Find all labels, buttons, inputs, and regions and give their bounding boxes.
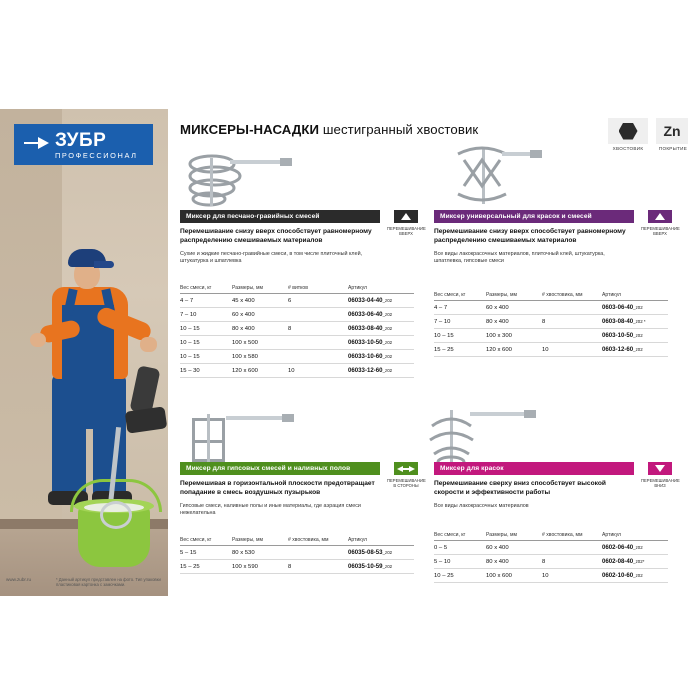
th-size: Размеры, мм: [232, 537, 288, 546]
cell-size: 80 x 400: [486, 315, 542, 329]
article-suffix: _z02: [633, 573, 643, 578]
table-header-row: [180, 537, 414, 546]
product-photo: [0, 109, 168, 596]
th-size: Размеры, мм: [486, 532, 542, 541]
cell-size: 100 x 580: [232, 350, 288, 364]
cell-article: [602, 315, 668, 329]
th-weight: Вес смеси, кг: [434, 292, 486, 301]
cell-weight: 10 – 15: [434, 329, 486, 343]
cell-turns: [288, 336, 348, 350]
th-shank: # хвостовика, мм: [288, 537, 348, 546]
photo-footnote: * Данный артикул представлен на фото. Тип упаковки пластиковая картонка с замочками.: [56, 577, 161, 588]
page-title: [180, 122, 478, 137]
article-suffix: _z02*: [633, 559, 645, 564]
worker-hand-left: [30, 333, 46, 347]
block-1-title: Миксер для песчано-гравийных смесей: [180, 210, 380, 223]
worker-cap-brim: [94, 261, 114, 268]
article-code: 0602-10-60: [602, 572, 634, 579]
arrow-up-icon: [655, 213, 665, 220]
th-weight: Вес смеси, кг: [180, 285, 232, 294]
block-1-subtext: Сухие и жидкие песчано-гравийные смеси, в том числе плиточный клей, штукатурка и шпатлевка: [180, 250, 363, 264]
article-suffix: _z02: [382, 312, 393, 317]
cell-article: [348, 546, 414, 560]
block-3-table: [180, 537, 414, 574]
cell-article: [602, 555, 668, 569]
table-row: [434, 329, 668, 343]
cell-article: [602, 541, 668, 555]
cell-size: 45 x 400: [232, 294, 288, 308]
cell-turns: 6: [288, 294, 348, 308]
mixer-paint-icon: [420, 400, 544, 470]
cell-article: [602, 343, 668, 357]
table-row: [434, 569, 668, 583]
cell-weight: 7 – 10: [180, 308, 232, 322]
article-code: 0603-10-50: [602, 332, 634, 339]
article-code: 06033-10-50: [348, 339, 383, 346]
cell-weight: 7 – 10: [434, 315, 486, 329]
th-size: Размеры, мм: [232, 285, 288, 294]
block-3: [180, 462, 380, 517]
table-header-row: [434, 292, 668, 301]
cell-shank: 8: [542, 555, 602, 569]
cell-size: 100 x 300: [486, 329, 542, 343]
cell-article: [348, 336, 414, 350]
cell-size: 80 x 400: [486, 555, 542, 569]
table-row: [434, 343, 668, 357]
block-3-title: Миксер для гипсовых смесей и наливных полов: [180, 462, 380, 475]
badge-hex-label: ХВОСТОВИК: [612, 146, 644, 151]
cell-shank: 8: [542, 315, 602, 329]
block-1-arrow-caption: ПЕРЕМЕШИВАНИЕ ВВЕРХ: [387, 226, 426, 237]
table-row: [180, 322, 414, 336]
mixer-universal-icon: [424, 140, 544, 212]
article-suffix: _z02: [382, 354, 393, 359]
cell-size: 100 x 600: [486, 569, 542, 583]
table-row: [180, 560, 414, 574]
block-4-title: Миксер для красок: [434, 462, 634, 475]
article-code: 0603-06-40: [602, 304, 634, 311]
block-1-description: Перемешивание снизу вверх способствует равномерному распределению смешиваемых материалов: [180, 228, 372, 244]
cell-article: [602, 569, 668, 583]
article-suffix: _z02: [633, 333, 643, 338]
block-4-table: [434, 532, 668, 583]
th-weight: Вес смеси, кг: [434, 532, 486, 541]
block-4-arrow-badge: [648, 462, 672, 475]
cell-article: [348, 322, 414, 336]
cell-article: [348, 294, 414, 308]
article-code: 06033-12-60: [348, 367, 383, 374]
cell-article: [348, 560, 414, 574]
article-code: 0602-06-40: [602, 544, 634, 551]
cell-size: 60 x 400: [486, 541, 542, 555]
arrow-bar: [402, 468, 410, 470]
article-code: 0603-12-60: [602, 346, 634, 353]
badge-hex-shank: [608, 118, 648, 144]
block-4: [434, 462, 634, 510]
article-suffix: _z02: [382, 550, 393, 555]
cell-size: 60 x 400: [486, 301, 542, 315]
cell-weight: 5 – 10: [434, 555, 486, 569]
cell-weight: 4 – 7: [434, 301, 486, 315]
cell-article: [602, 329, 668, 343]
cell-size: 100 x 500: [232, 336, 288, 350]
table-header-row: [180, 285, 414, 294]
article-suffix: _z02: [633, 305, 643, 310]
cell-turns: [288, 308, 348, 322]
cell-weight: 15 – 30: [180, 364, 232, 378]
mixer-head-in-bucket: [100, 501, 132, 529]
zubr-arrow-icon: [24, 133, 50, 153]
block-4-description: Перемешивание сверху вниз способствует высокой скорости и эффективности работы: [434, 480, 606, 496]
block-2-arrow-caption: ПЕРЕМЕШИВАНИЕ ВВЕРХ: [641, 226, 680, 237]
cell-size: 100 x 590: [232, 560, 288, 574]
article-code: 06033-10-60: [348, 353, 383, 360]
table-row: [180, 350, 414, 364]
article-suffix: _z02: [382, 298, 393, 303]
block-3-subtext: Гипсовые смеси, наливные полы и иные материалы, где аэрация смеси нежелательна: [180, 502, 361, 516]
mixer-illustration-2: [424, 140, 544, 212]
cell-weight: 5 – 15: [180, 546, 232, 560]
cell-size: 80 x 400: [232, 322, 288, 336]
brand-name: ЗУБР: [55, 130, 107, 151]
block-2-table: [434, 292, 668, 357]
page-title-bold: МИКСЕРЫ-НАСАДКИ: [180, 122, 320, 137]
cell-shank: 8: [288, 560, 348, 574]
th-shank: # хвостовика, мм: [542, 532, 602, 541]
th-article: Артикул: [348, 285, 414, 294]
table-row: [180, 294, 414, 308]
article-code: 06035-10-59: [348, 563, 383, 570]
cell-turns: [288, 350, 348, 364]
th-weight: Вес смеси, кг: [180, 537, 232, 546]
table-row: [434, 541, 668, 555]
table-header-row: [434, 532, 668, 541]
brand-subtitle: ПРОФЕССИОНАЛ: [55, 151, 138, 160]
th-article: Артикул: [602, 532, 668, 541]
cell-weight: 10 – 25: [434, 569, 486, 583]
block-2-arrow-badge: [648, 210, 672, 223]
arrow-down-icon: [655, 465, 665, 472]
cell-article: [348, 350, 414, 364]
table-row: [180, 308, 414, 322]
table-row: [180, 546, 414, 560]
cell-shank: 10: [542, 343, 602, 357]
article-code: 06033-08-40: [348, 325, 383, 332]
article-suffix: _z02: [633, 347, 643, 352]
article-suffix: _z02: [382, 368, 393, 373]
mixer-gypsum-icon: [178, 404, 302, 470]
cell-turns: 8: [288, 322, 348, 336]
cell-shank: [542, 329, 602, 343]
article-code: 0602-08-40: [602, 558, 634, 565]
article-suffix: _z02: [382, 340, 393, 345]
block-1-arrow-badge: [394, 210, 418, 223]
cell-shank: [542, 541, 602, 555]
cell-weight: 0 – 5: [434, 541, 486, 555]
cell-size: 120 x 600: [232, 364, 288, 378]
arrow-up-icon: [401, 213, 411, 220]
cell-weight: 10 – 15: [180, 350, 232, 364]
worker-hand-right: [140, 337, 157, 352]
hexagon-icon: [619, 123, 638, 140]
cell-article: [348, 308, 414, 322]
block-3-description: Перемешивая в горизонтальной плоскости предотвращает попадание в смесь воздушных пузырьков: [180, 480, 375, 496]
cell-weight: 15 – 25: [180, 560, 232, 574]
cell-shank: [288, 546, 348, 560]
mixer-illustration-3: [178, 404, 302, 470]
cell-shank: 10: [542, 569, 602, 583]
arrow-left-right-icon: [397, 465, 415, 472]
mixer-illustration-1: [182, 146, 294, 212]
article-suffix: _z02: [382, 564, 393, 569]
block-4-arrow-caption: ПЕРЕМЕШИВАНИЕ ВНИЗ: [641, 478, 680, 489]
article-code: 0603-08-40: [602, 318, 634, 325]
cell-article: [602, 301, 668, 315]
block-1: [180, 210, 380, 265]
block-2-subtext: Все виды лакокрасочных материалов, плиточный клей, штукатурка, шпатлевка, гипсовые смеси: [434, 250, 605, 264]
th-size: Размеры, мм: [486, 292, 542, 301]
website-label: www.zubr.ru: [6, 577, 32, 582]
article-suffix: _z02: [633, 545, 643, 550]
th-shank: # хвостовика, мм: [542, 292, 602, 301]
cell-weight: 10 – 15: [180, 336, 232, 350]
block-3-arrow-badge: [394, 462, 418, 475]
cell-size: 60 x 400: [232, 308, 288, 322]
cell-weight: 10 – 15: [180, 322, 232, 336]
article-code: 06033-06-40: [348, 311, 383, 318]
block-2: [434, 210, 634, 265]
cell-turns: 10: [288, 364, 348, 378]
badge-zn-label: ПОКРЫТИЕ: [658, 146, 688, 151]
th-article: Артикул: [348, 537, 414, 546]
block-1-table: [180, 285, 414, 378]
brand-logo: [14, 124, 153, 165]
block-4-subtext: Все виды лакокрасочных материалов: [434, 502, 529, 509]
cell-weight: 15 – 25: [434, 343, 486, 357]
cell-size: 120 x 600: [486, 343, 542, 357]
cell-weight: 4 – 7: [180, 294, 232, 308]
block-3-arrow-caption: ПЕРЕМЕШИВАНИЕ В СТОРОНЫ: [387, 478, 426, 489]
table-row: [180, 364, 414, 378]
table-row: [434, 315, 668, 329]
page-title-rest: шестигранный хвостовик: [322, 122, 479, 137]
cell-size: 80 x 530: [232, 546, 288, 560]
table-row: [434, 301, 668, 315]
article-suffix: _z02: [382, 326, 393, 331]
cell-shank: [542, 301, 602, 315]
mixer-illustration-4: [420, 400, 544, 470]
article-suffix: _z02 *: [633, 319, 646, 324]
th-article: Артикул: [602, 292, 668, 301]
article-code: 06035-08-53: [348, 549, 383, 556]
block-2-description: Перемешивание снизу вверх способствует равномерному распределению смешиваемых материалов: [434, 228, 626, 244]
th-turns: # витков: [288, 285, 348, 294]
badge-zn: Zn: [656, 118, 688, 144]
article-code: 06033-04-40: [348, 297, 383, 304]
cell-article: [348, 364, 414, 378]
block-2-title: Миксер универсальный для красок и смесей: [434, 210, 634, 223]
table-row: [180, 336, 414, 350]
mixer-spiral-icon: [182, 146, 294, 212]
table-row: [434, 555, 668, 569]
